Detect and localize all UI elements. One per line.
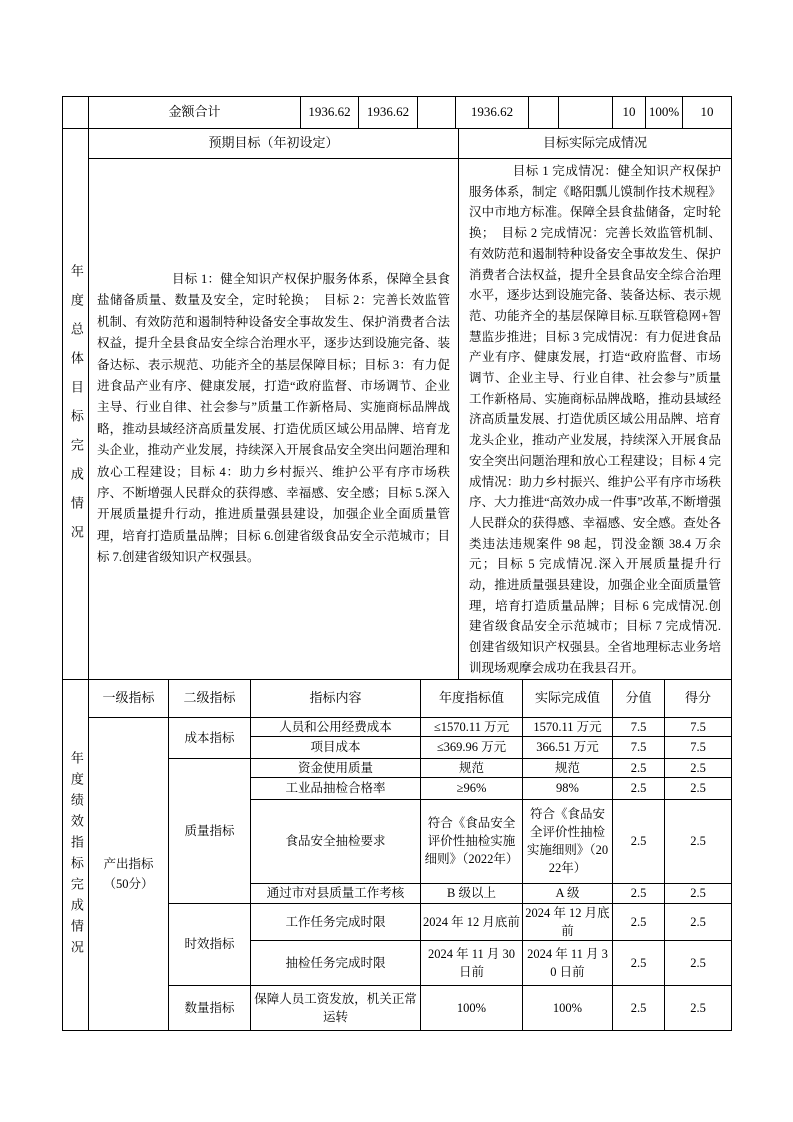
indicator-score-cell: 2.5 bbox=[613, 986, 665, 1031]
expected-goals-text: 目标 1：健全知识产权保护服务体系，保障全县食盐储备质量、数量及安全，定时轮换； 目标 2：完善长效监管机制、有效防范和遏制特种设备安全事故发生、保护消费者合法权益，提升全县食品安全综合治理水平，逐步达到设施完备、装备达标、表示规范、功能齐全的基层保障目标；目标 3：有力促进食品产业有序、健康发展，打造“政府监督、市场调节、企业主导、行业自律、社会参与”质量工作新格局、实施商标品牌战略，推动县域经济高质量发展、打造优质区域公用品牌、培育龙头企业，推动产业发展，持续深入开展食品安全突出问题治理和放心工程建设；目标 4：助力乡村振兴、维护公平有序市场秩序、不断增强人民群众的获得感、幸福感、安全感；目标 5.深入开展质量提升行动，推进质量强县建设，加强企业全面质量管理，培育打造质量品牌；目标 6.创建省级食品安全示范城市；目标 7.创建省级知识产权强县。 bbox=[97, 271, 450, 565]
amount-rate-value: 100% bbox=[646, 97, 683, 129]
indicator-row bbox=[63, 717, 732, 736]
indicator-target-cell: B 级以上 bbox=[421, 883, 523, 903]
indicator-points-cell: 2.5 bbox=[665, 941, 732, 986]
indicator-score-cell: 7.5 bbox=[613, 717, 665, 736]
level2-quantity-indicator-cell: 数量指标 bbox=[169, 986, 251, 1031]
indicator-target-cell: ≤1570.11 万元 bbox=[421, 717, 523, 736]
evaluation-table bbox=[62, 96, 732, 1031]
indicator-content-cell: 项目成本 bbox=[251, 736, 421, 758]
indicator-content-cell: 通过市对县质量工作考核 bbox=[251, 883, 421, 903]
amount-actual-value: 1936.62 bbox=[456, 97, 529, 129]
indicator-score-cell: 2.5 bbox=[613, 758, 665, 777]
indicator-score-cell: 2.5 bbox=[613, 883, 665, 903]
indicator-points-cell: 2.5 bbox=[665, 758, 732, 777]
indicator-points-cell: 7.5 bbox=[665, 736, 732, 758]
actual-completion-text: 目标 1 完成情况：健全知识产权保护服务体系，制定《略阳瓢儿馍制作技术规程》汉中市地方标准。保障全县食盐储备，定时轮换； 目标 2 完成情况：完善长效监管机制、有效防范和遏制特种设备安全事故发生、保护消费者合法权益，提升全县食品安全综合治理水平，逐步达到设施完备、装备达标、表示规范、功能齐全的基层保障目标.互联管稳网+智慧监步推进；目标 3 完成情况：有力促进食品产业有序、健康发展，打造“政府监督、市场调节、企业主导、行业自律、社会参与”质量工作新格局、实施商标品牌战略，推动县域经济高质量发展、打造优质区域公用品牌、培育龙头企业，推动产业发展，持续深入开展食品安全突出问题治理和放心工程建设；目标 4 完成情况：助力乡村振兴、维护公平有序市场秩序、大力推进“高效办成一件事”改革,不断增强人民群众的获得感、幸福感、安全感。查处各类违法违规案件 98 起，罚没金额 38.4 万余元；目标 5 完成情况.深入开展质量提升行动，推进质量强县建设，加强企业全面质量管理，培育打造质量品牌；目标 6 完成情况.创建省级食品安全示范城市；目标 7 完成情况.创建省级知识产权强县。全省地理标志业务培训现场观摩会成功在我县召开。 bbox=[469, 164, 721, 675]
annual-goals-row-label-text: 年度总体目标完成情况 bbox=[68, 263, 84, 554]
actual-completion-header: 目标实际完成情况 bbox=[459, 129, 732, 159]
indicator-points-cell: 2.5 bbox=[665, 799, 732, 883]
row-label-spacer-cell bbox=[63, 97, 89, 129]
indicator-content-cell: 食品安全抽检要求 bbox=[251, 799, 421, 883]
indicator-content-cell: 人员和公用经费成本 bbox=[251, 717, 421, 736]
header-points: 得分 bbox=[665, 679, 732, 717]
indicator-actual-cell: 2024 年 12 月底前 bbox=[523, 903, 613, 940]
indicator-actual-cell: 1570.11 万元 bbox=[523, 717, 613, 736]
goals-header-row bbox=[63, 129, 732, 159]
indicator-score-cell: 2.5 bbox=[613, 903, 665, 940]
expected-goals-cell bbox=[89, 159, 459, 680]
level2-quality-indicator-cell: 质量指标 bbox=[169, 758, 251, 903]
indicators-header-row bbox=[63, 679, 732, 717]
indicator-score-cell: 2.5 bbox=[613, 777, 665, 799]
indicator-points-cell: 2.5 bbox=[665, 883, 732, 903]
level2-cost-indicator-cell: 成本指标 bbox=[169, 717, 251, 758]
header-score: 分值 bbox=[613, 679, 665, 717]
goals-content-row bbox=[63, 159, 732, 680]
amount-adjusted-value: 1936.62 bbox=[359, 97, 418, 129]
indicator-actual-cell: 规范 bbox=[523, 758, 613, 777]
indicator-target-cell: ≤369.96 万元 bbox=[421, 736, 523, 758]
header-level1: 一级指标 bbox=[89, 679, 169, 717]
summary-table bbox=[62, 96, 732, 129]
indicator-target-cell: 规范 bbox=[421, 758, 523, 777]
header-actual-value: 实际完成值 bbox=[523, 679, 613, 717]
indicator-target-cell: 符合《食品安全评价性抽检实施细则》（2022年） bbox=[421, 799, 523, 883]
header-content: 指标内容 bbox=[251, 679, 421, 717]
indicator-actual-cell: A 级 bbox=[523, 883, 613, 903]
level2-timeliness-indicator-cell: 时效指标 bbox=[169, 903, 251, 985]
annual-goals-row-label bbox=[63, 129, 89, 680]
indicator-content-cell: 工业品抽检合格率 bbox=[251, 777, 421, 799]
amount-total-label: 金额合计 bbox=[89, 97, 301, 129]
performance-indicators-section bbox=[62, 679, 732, 1032]
indicator-points-cell: 2.5 bbox=[665, 986, 732, 1031]
indicator-score-cell: 2.5 bbox=[613, 799, 665, 883]
indicator-score-cell: 7.5 bbox=[613, 736, 665, 758]
amount-empty-cell-1 bbox=[418, 97, 456, 129]
indicator-actual-cell: 符合《食品安全评价性抽检实施细则》（2022年） bbox=[523, 799, 613, 883]
amount-total-row bbox=[63, 97, 732, 129]
indicator-actual-cell: 98% bbox=[523, 777, 613, 799]
level1-output-indicator-label: 产出指标（50分） bbox=[103, 856, 154, 891]
annual-goals-section bbox=[62, 128, 732, 680]
expected-goals-header: 预期目标（年初设定） bbox=[89, 129, 459, 159]
amount-budget-value: 1936.62 bbox=[301, 97, 359, 129]
indicator-points-cell: 2.5 bbox=[665, 903, 732, 940]
indicator-target-cell: 2024 年 11 月 30 日前 bbox=[421, 941, 523, 986]
level1-output-indicator-cell bbox=[89, 717, 169, 1031]
indicator-content-cell: 资金使用质量 bbox=[251, 758, 421, 777]
amount-points-value: 10 bbox=[683, 97, 732, 129]
amount-score-value: 10 bbox=[613, 97, 646, 129]
indicator-points-cell: 7.5 bbox=[665, 717, 732, 736]
actual-completion-cell bbox=[459, 159, 732, 680]
amount-empty-cell-3 bbox=[559, 97, 613, 129]
header-annual-value: 年度指标值 bbox=[421, 679, 523, 717]
amount-empty-cell-2 bbox=[529, 97, 559, 129]
indicator-score-cell: 2.5 bbox=[613, 941, 665, 986]
indicator-target-cell: 2024 年 12 月底前 bbox=[421, 903, 523, 940]
indicator-content-cell: 工作任务完成时限 bbox=[251, 903, 421, 940]
indicator-actual-cell: 366.51 万元 bbox=[523, 736, 613, 758]
indicator-content-cell: 保障人员工资发放，机关正常运转 bbox=[251, 986, 421, 1031]
indicator-target-cell: ≥96% bbox=[421, 777, 523, 799]
header-level2: 二级指标 bbox=[169, 679, 251, 717]
indicator-actual-cell: 2024 年 11 月 30 日前 bbox=[523, 941, 613, 986]
performance-row-label-text: 年度绩效指标完成情况 bbox=[68, 750, 84, 961]
performance-row-label bbox=[63, 679, 89, 1031]
indicator-actual-cell: 100% bbox=[523, 986, 613, 1031]
indicator-content-cell: 抽检任务完成时限 bbox=[251, 941, 421, 986]
indicator-points-cell: 2.5 bbox=[665, 777, 732, 799]
indicator-target-cell: 100% bbox=[421, 986, 523, 1031]
